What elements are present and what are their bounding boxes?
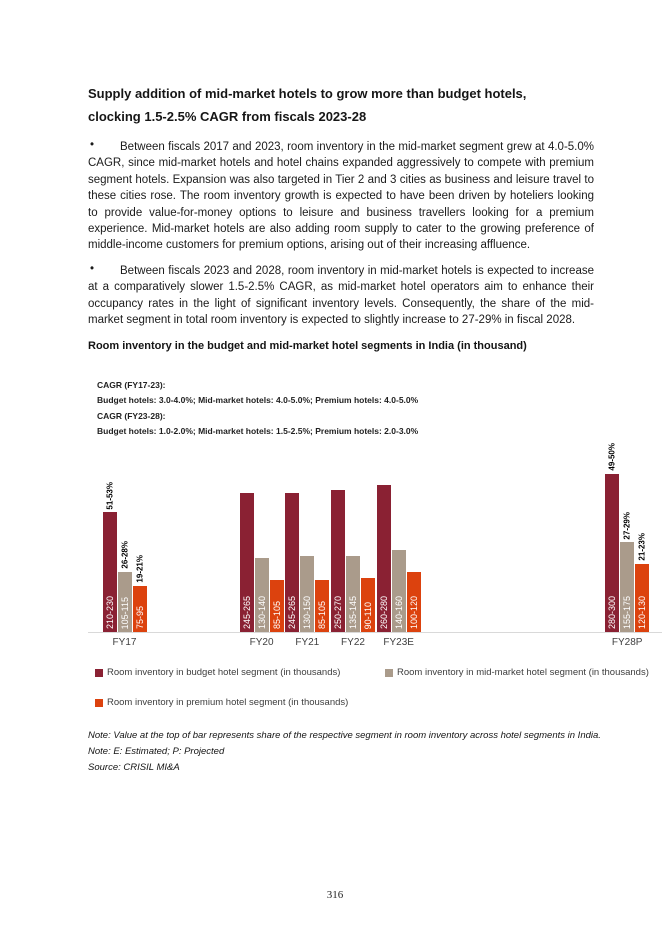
bar-share-label: 49-50% bbox=[607, 443, 617, 471]
bar-value-label: 210-230 bbox=[104, 595, 115, 629]
chart-plot bbox=[88, 435, 662, 648]
legend-label: Room inventory in premium hotel segment (in thousands) bbox=[107, 697, 349, 708]
bar-value-label: 155-175 bbox=[622, 595, 633, 629]
bar-premium-FY28P bbox=[635, 564, 649, 632]
bullet-marker: • bbox=[90, 139, 95, 151]
bar-premium-FY20 bbox=[270, 580, 284, 632]
bar-value-label: 135-145 bbox=[348, 595, 358, 629]
bar-mid-market-FY22 bbox=[346, 556, 360, 632]
x-axis-label-FY17: FY17 bbox=[112, 637, 137, 648]
cagr-line: CAGR (FY17-23): bbox=[97, 380, 166, 390]
bullet-marker: • bbox=[90, 262, 95, 275]
bullet-paragraph bbox=[88, 263, 594, 329]
body-paragraphs bbox=[88, 139, 594, 337]
bar-value-label: 120-130 bbox=[637, 595, 648, 629]
bar-value-label: 130-150 bbox=[302, 595, 313, 629]
bar-premium-FY21 bbox=[315, 580, 329, 632]
bar-mid-market-FY23E bbox=[392, 550, 406, 632]
bar-budget-FY28P bbox=[605, 474, 619, 632]
cagr-line: CAGR (FY23-28): bbox=[97, 410, 166, 421]
paragraph-text: Between fiscals 2017 and 2023, room inventory in the mid-market segment grew at 4.0-5.0% CAGR, since mid-market hotels and hotel chains expanded aggressively to compete with premium segment hotels. Expansion was also targeted in Tier 2 and 3 cities as business and leisure travel to these cities rose. The room inventory growth is expected to have been driven by hoteliers looking to provide value-for-money options to leisure and business travellers looking for a premium experience. Mid-market hotels are also adding room supply to cater to the growing preference of middle-income customers for premium options, arising out of their increasing affluence. bbox=[88, 141, 594, 252]
bar-value-label: 130-140 bbox=[256, 595, 267, 629]
bar-share-label: 51-53% bbox=[105, 481, 114, 510]
x-axis-label-FY22: FY22 bbox=[341, 637, 365, 648]
bar-budget-FY17 bbox=[103, 512, 117, 632]
note-line: Note: E: Estimated; P: Projected bbox=[88, 746, 225, 757]
bar-value-label: 85-105 bbox=[271, 600, 282, 629]
bullet-paragraph bbox=[88, 139, 594, 254]
chart-legend-row-2 bbox=[95, 697, 348, 708]
page-title-line-1: Supply addition of mid-market hotels to grow more than budget hotels, bbox=[88, 86, 527, 101]
bar-share-label: 21-23% bbox=[637, 533, 647, 561]
x-axis-label-FY21: FY21 bbox=[295, 637, 320, 648]
notes bbox=[88, 728, 602, 776]
bar-value-label: 250-270 bbox=[333, 595, 343, 629]
bar-value-label: 140-160 bbox=[393, 595, 404, 629]
legend-label: Room inventory in budget hotel segment (in thousands) bbox=[107, 667, 341, 678]
bar-value-label: 245-265 bbox=[241, 595, 252, 629]
page-title bbox=[88, 82, 600, 128]
bar-value-label: 100-120 bbox=[408, 595, 419, 629]
bar-value-label: 75-95 bbox=[134, 605, 145, 629]
bar-value-label: 280-300 bbox=[607, 595, 618, 629]
paragraph-text: Between fiscals 2023 and 2028, room inventory in mid-market hotels is expected to increase at a comparatively slower 1.5-2.5% CAGR, as mid-market hotel operators aim to enhance their occupancy rates in the light of significant inventory levels. Consequently, the share of the mid-market segment in total room inventory is expected to slightly increase to 27-29% in fiscal 2028. bbox=[88, 264, 594, 327]
bar-premium-FY17 bbox=[133, 586, 147, 632]
chart-legend-row-1 bbox=[95, 667, 649, 678]
bar-premium-FY23E bbox=[407, 572, 421, 632]
bar-share-label: 27-29% bbox=[622, 511, 632, 540]
bar-budget-FY21 bbox=[285, 493, 299, 632]
bar-budget-FY23E bbox=[377, 485, 391, 632]
x-axis-label-FY28P: FY28P bbox=[611, 637, 643, 648]
legend-item-3 bbox=[95, 697, 348, 708]
bar-budget-FY20 bbox=[240, 493, 254, 632]
page-number: 316 bbox=[326, 889, 344, 901]
cagr-line: Budget hotels: 1.0-2.0%; Mid-market hotels: 1.5-2.5%; Premium hotels: 2.0-3.0% bbox=[97, 426, 419, 437]
chart-heading: Room inventory in the budget and mid-market hotel segments in India (in thousand) bbox=[88, 340, 527, 352]
bar-value-label: 85-105 bbox=[317, 600, 328, 629]
cagr-line: Budget hotels: 3.0-4.0%; Mid-market hotels: 4.0-5.0%; Premium hotels: 4.0-5.0% bbox=[97, 395, 419, 406]
bar-mid-market-FY21 bbox=[300, 556, 314, 632]
legend-swatch-icon bbox=[95, 699, 103, 707]
note-line: Source: CRISIL MI&A bbox=[88, 762, 180, 773]
x-axis-label-FY20: FY20 bbox=[249, 637, 274, 648]
note-line: Note: Value at the top of bar represents share of the respective segment in room inventory across hotel segments in India. bbox=[88, 730, 601, 741]
page-title-line-2: clocking 1.5-2.5% CAGR from fiscals 2023-28 bbox=[88, 109, 367, 124]
bar-share-label: 19-21% bbox=[135, 555, 144, 583]
bar-value-label: 260-280 bbox=[378, 595, 389, 629]
legend-label: Room inventory in mid-market hotel segment (in thousands) bbox=[397, 667, 649, 678]
legend-item-2 bbox=[385, 667, 649, 678]
bar-budget-FY22 bbox=[331, 490, 345, 632]
bar-mid-market-FY28P bbox=[620, 542, 634, 632]
bar-premium-FY22 bbox=[361, 578, 375, 633]
bar-mid-market-FY20 bbox=[255, 558, 269, 632]
cagr-block bbox=[97, 378, 597, 440]
bar-mid-market-FY17 bbox=[118, 572, 132, 632]
legend-swatch-icon bbox=[385, 669, 393, 677]
bar-value-label: 105-115 bbox=[119, 596, 130, 629]
legend-swatch-icon bbox=[95, 669, 103, 677]
bar-share-label: 26-28% bbox=[120, 541, 129, 569]
legend-item-1 bbox=[95, 667, 385, 678]
x-axis-label-FY23E: FY23E bbox=[383, 637, 414, 648]
bar-value-label: 245-265 bbox=[287, 595, 298, 629]
bar-value-label: 90-110 bbox=[363, 601, 373, 629]
